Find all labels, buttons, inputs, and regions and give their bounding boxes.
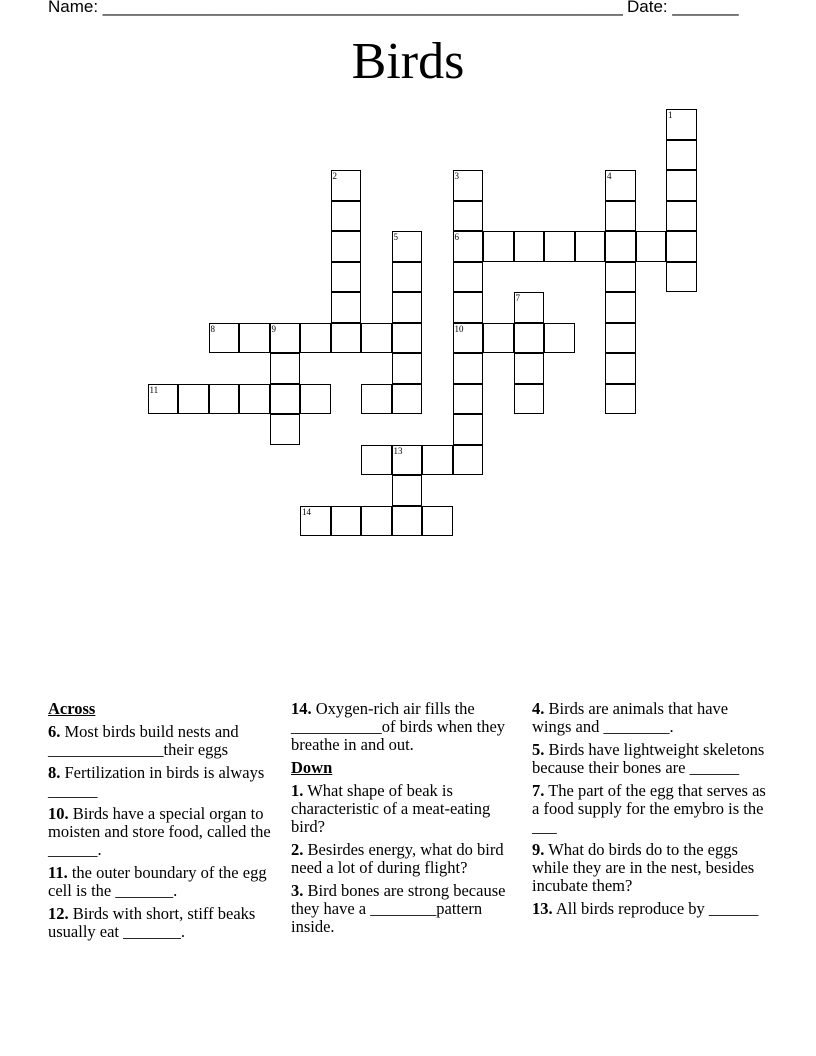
grid-cell[interactable] xyxy=(605,201,636,232)
grid-cell[interactable] xyxy=(361,445,392,476)
grid-cell[interactable] xyxy=(331,292,362,323)
clue-down-9 xyxy=(532,841,767,895)
grid-cell[interactable] xyxy=(392,292,423,323)
grid-cell[interactable] xyxy=(239,384,270,415)
grid-cell[interactable] xyxy=(666,262,697,293)
clue-down-7 xyxy=(532,782,767,836)
grid-cell[interactable] xyxy=(361,323,392,354)
cell-number: 14 xyxy=(302,506,311,517)
grid-cell[interactable] xyxy=(392,445,423,476)
cell-number: 9 xyxy=(271,323,276,334)
cell-number: 7 xyxy=(515,293,520,303)
down-heading: Down xyxy=(291,758,333,777)
grid-cell[interactable] xyxy=(148,384,179,415)
grid-cell[interactable] xyxy=(392,475,423,506)
clue-text: Bird bones are strong because they have a ________pattern inside. xyxy=(291,881,506,936)
clue-number: 6. xyxy=(48,722,61,741)
grid-cell[interactable] xyxy=(636,231,667,262)
cell-number: 3 xyxy=(454,171,459,181)
grid-cell[interactable] xyxy=(331,262,362,293)
grid-cell[interactable] xyxy=(392,353,423,384)
grid-cell[interactable] xyxy=(544,323,575,354)
grid-cell[interactable] xyxy=(605,231,636,262)
grid-cell[interactable] xyxy=(392,384,423,415)
grid-cell[interactable] xyxy=(483,323,514,354)
clue-across-8 xyxy=(48,764,276,800)
grid-cell[interactable] xyxy=(422,506,453,537)
clue-text: Most birds build nests and ______________their eggs xyxy=(48,722,239,759)
cell-number: 13 xyxy=(393,445,403,456)
cell-number: 8 xyxy=(210,323,215,334)
clue-down-5 xyxy=(532,741,767,777)
cell-number: 2 xyxy=(332,171,337,181)
grid-cell[interactable] xyxy=(453,445,484,476)
grid-cell[interactable] xyxy=(300,506,331,537)
clue-number: 13. xyxy=(532,899,553,918)
grid-cell[interactable] xyxy=(392,323,423,354)
clue-across-6 xyxy=(48,723,276,759)
grid-cell[interactable] xyxy=(514,231,545,262)
clue-across-14 xyxy=(291,700,523,754)
grid-cell[interactable] xyxy=(331,323,362,354)
grid-cell[interactable] xyxy=(239,323,270,354)
cell-number: 6 xyxy=(454,232,459,242)
clue-down-3 xyxy=(291,882,523,936)
cell-number: 10 xyxy=(454,323,464,334)
grid-cell[interactable] xyxy=(392,506,423,537)
clue-text: Birds have a special organ to moisten and store food, called the ______. xyxy=(48,804,271,859)
clue-number: 2. xyxy=(291,840,304,859)
grid-cell[interactable] xyxy=(453,262,484,293)
clue-text: the outer boundary of the egg cell is the _______. xyxy=(48,863,267,900)
grid-cell[interactable] xyxy=(514,323,545,354)
grid-cell[interactable] xyxy=(544,231,575,262)
clue-text: What shape of beak is characteristic of a meat-eating bird? xyxy=(291,781,491,836)
date-field[interactable]: Date: _______ xyxy=(627,0,739,16)
grid-cell[interactable] xyxy=(453,353,484,384)
clue-number: 9. xyxy=(532,840,545,859)
clue-down-4 xyxy=(532,700,767,736)
grid-cell[interactable] xyxy=(666,170,697,201)
cell-number: 4 xyxy=(607,171,612,181)
grid-cell[interactable] xyxy=(453,292,484,323)
clue-text: The part of the egg that serves as a food supply for the emybro is the ___ xyxy=(532,781,766,836)
clue-text: All birds reproduce by ______ xyxy=(555,899,759,918)
clue-number: 10. xyxy=(48,804,69,823)
grid-cell[interactable] xyxy=(270,323,301,354)
cell-number: 5 xyxy=(393,232,398,242)
grid-cell[interactable] xyxy=(605,292,636,323)
grid-cell[interactable] xyxy=(270,414,301,445)
clue-number: 5. xyxy=(532,740,545,759)
grid-cell[interactable] xyxy=(575,231,606,262)
grid-cell[interactable] xyxy=(209,384,240,415)
cell-number: 1 xyxy=(668,110,673,120)
grid-cell[interactable] xyxy=(666,201,697,232)
grid-cell[interactable] xyxy=(361,384,392,415)
grid-cell[interactable] xyxy=(453,414,484,445)
clue-across-10 xyxy=(48,805,276,859)
grid-cell[interactable] xyxy=(605,353,636,384)
cell-number: 11 xyxy=(149,384,159,395)
clue-text: Birds with short, stiff beaks usually eat _______. xyxy=(48,904,256,941)
grid-cell[interactable] xyxy=(514,292,545,323)
clue-number: 11. xyxy=(48,863,68,882)
grid-cell[interactable] xyxy=(483,231,514,262)
grid-cell[interactable] xyxy=(331,201,362,232)
grid-cell[interactable] xyxy=(605,170,636,201)
clue-text: Birds are animals that have wings and ________. xyxy=(532,699,729,736)
clue-number: 14. xyxy=(291,699,312,718)
clue-column-2 xyxy=(291,700,523,941)
grid-cell[interactable] xyxy=(209,323,240,354)
grid-cell[interactable] xyxy=(453,323,484,354)
grid-cell[interactable] xyxy=(300,323,331,354)
grid-cell[interactable] xyxy=(605,384,636,415)
grid-cell[interactable] xyxy=(453,384,484,415)
grid-cell[interactable] xyxy=(178,384,209,415)
clue-number: 8. xyxy=(48,763,61,782)
clue-number: 4. xyxy=(532,699,545,718)
clue-across-11 xyxy=(48,864,276,900)
grid-cell[interactable] xyxy=(453,170,484,201)
page-title: Birds xyxy=(351,33,465,90)
grid-cell[interactable] xyxy=(270,353,301,384)
grid-cell[interactable] xyxy=(514,353,545,384)
grid-cell[interactable] xyxy=(331,231,362,262)
clue-across-12 xyxy=(48,905,276,941)
across-heading: Across xyxy=(48,699,96,718)
clue-down-13 xyxy=(532,900,767,918)
grid-cell[interactable] xyxy=(605,262,636,293)
grid-cell[interactable] xyxy=(666,109,697,140)
clue-number: 3. xyxy=(291,881,304,900)
clue-number: 7. xyxy=(532,781,545,800)
grid-cell[interactable] xyxy=(300,384,331,415)
clue-down-1 xyxy=(291,782,523,836)
clue-text: Fertilization in birds is always ______ xyxy=(48,763,265,800)
grid-cell[interactable] xyxy=(666,140,697,171)
grid-cell[interactable] xyxy=(666,231,697,262)
clue-text: Birds have lightweight skeletons because their bones are ______ xyxy=(532,740,765,777)
name-field[interactable]: Name: _______________________________________________________ xyxy=(48,0,623,16)
grid-cell[interactable] xyxy=(361,506,392,537)
grid-cell[interactable] xyxy=(514,384,545,415)
grid-cell[interactable] xyxy=(392,231,423,262)
clue-number: 1. xyxy=(291,781,304,800)
grid-cell[interactable] xyxy=(453,201,484,232)
clue-text: Oxygen-rich air fills the ___________of birds when they breathe in and out. xyxy=(291,699,506,754)
grid-cell[interactable] xyxy=(331,170,362,201)
grid-cell[interactable] xyxy=(392,262,423,293)
clue-number: 12. xyxy=(48,904,69,923)
grid-cell[interactable] xyxy=(270,384,301,415)
grid-cell[interactable] xyxy=(605,323,636,354)
clue-text: Besirdes energy, what do bird need a lot of during flight? xyxy=(291,840,504,877)
clue-column-3 xyxy=(532,700,767,923)
grid-cell[interactable] xyxy=(422,445,453,476)
grid-cell[interactable] xyxy=(453,231,484,262)
clue-text: What do birds do to the eggs while they are in the nest, besides incubate them? xyxy=(532,840,755,895)
grid-cell[interactable] xyxy=(331,506,362,537)
clue-column-1 xyxy=(48,700,276,946)
clue-down-2 xyxy=(291,841,523,877)
